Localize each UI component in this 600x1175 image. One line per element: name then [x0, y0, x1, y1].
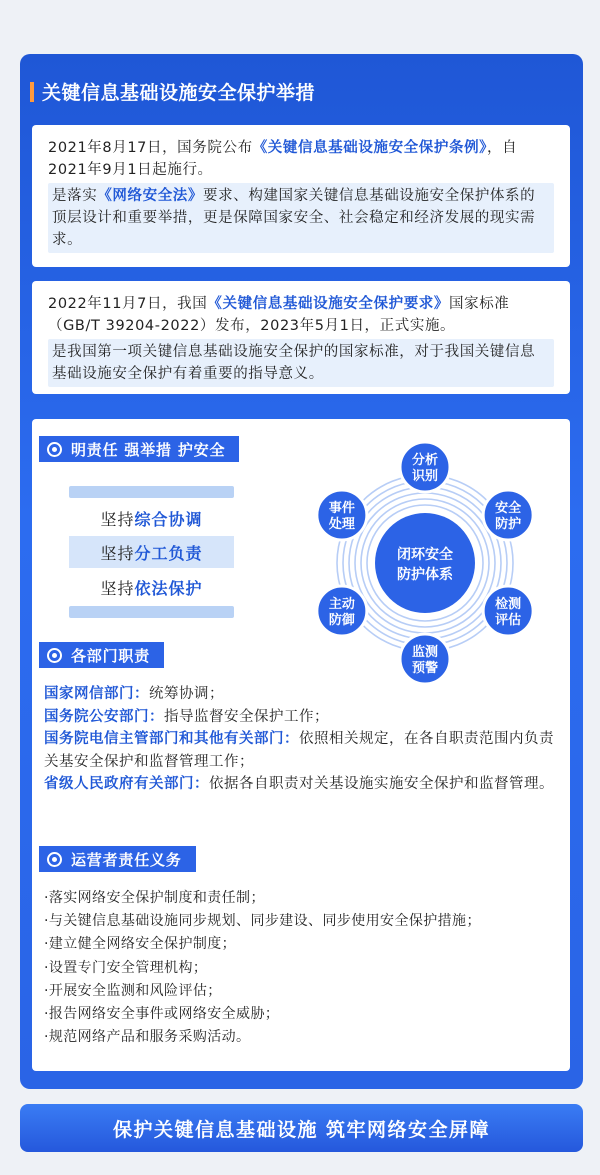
diagram-node [483, 490, 533, 540]
department-name: 省级人民政府有关部门： [44, 776, 209, 792]
node-label: 分析 [411, 453, 439, 468]
node-label: 预警 [411, 661, 439, 676]
node-label: 防护 [495, 517, 522, 532]
department-duty: 依据各自职责对关基设施实施安全保护和监督管理。 [209, 776, 554, 792]
node-label: 安全 [495, 501, 522, 516]
center-label: 闭环安全 [397, 547, 453, 563]
diagram-node [317, 586, 367, 636]
department-item [44, 728, 564, 773]
lead-text: ，自2021年9月1日起施行。 [48, 140, 518, 178]
node-label: 事件 [328, 501, 355, 516]
department-duty: 指导监督安全保护工作； [164, 708, 329, 725]
list-item: ·开展安全监测和风险评估； [44, 982, 222, 999]
principle-item [69, 571, 234, 603]
diagram-node [400, 442, 450, 492]
target-icon [47, 852, 62, 867]
node-label: 监测 [411, 645, 439, 660]
principle-item [69, 502, 234, 534]
section-header [30, 78, 315, 105]
highlight-text: 是落实 [52, 188, 98, 204]
lead-text: 国家标准（GB/T 39204-2022）发布，2023年5月1日，正式实施。 [48, 296, 510, 334]
diagram-node [400, 634, 450, 684]
center-circle [375, 513, 475, 613]
node-label: 处理 [328, 517, 355, 532]
principle-bar-bottom [69, 606, 234, 618]
diagram-node [317, 490, 367, 540]
law-name: 《网络安全法》 [97, 188, 204, 204]
list-item: ·规范网络产品和服务采购活动。 [44, 1029, 251, 1046]
list-item: ·建立健全网络安全保护制度； [44, 936, 237, 953]
page-title: 关键信息基础设施安全保护举措 [42, 82, 316, 104]
target-icon [47, 648, 62, 663]
list-item: ·落实网络安全保护制度和责任制； [44, 890, 265, 906]
principle-prefix: 坚持 [100, 578, 135, 598]
node-label: 评估 [495, 613, 522, 628]
lead-text: 2022年11月7日，我国 [48, 296, 208, 312]
highlight-text: 要求、构建国家关键信息基础设施安全保护体系的顶层设计和重要举措，更是保障国家安全、社会稳定和经济发展的现实需求。 [52, 188, 536, 248]
principle-bar-top [69, 486, 234, 498]
closed-loop-diagram [305, 440, 545, 686]
principle-item [69, 536, 234, 568]
center-label: 防护体系 [397, 567, 453, 583]
list-item: ·设置专门安全管理机构； [44, 959, 208, 976]
department-duty: 统筹协调； [149, 686, 224, 702]
section-tag-operators [39, 846, 196, 872]
regulation-name: 《关键信息基础设施安全保护条例》 [252, 140, 488, 156]
department-item [44, 683, 564, 706]
list-item: ·与关键信息基础设施同步规划、同步建设、同步使用安全保护措施； [44, 913, 481, 930]
principle-keyword: 分工负责 [134, 543, 203, 563]
section-title: 运营者责任义务 [71, 850, 182, 869]
department-name: 国务院电信主管部门和其他有关部门： [44, 731, 299, 747]
node-label: 防御 [328, 613, 355, 628]
card-highlight: 是我国第一项关键信息基础设施安全保护的国家标准，对于我国关键信息基础设施安全保护有着重要的指导意义。 [48, 339, 554, 387]
card-highlight [48, 183, 554, 253]
section-tag-responsibility [39, 436, 239, 462]
footer-banner [20, 1104, 583, 1152]
node-label: 主动 [328, 597, 355, 612]
node-label: 检测 [495, 597, 522, 612]
department-list [44, 683, 564, 796]
target-icon [47, 442, 62, 457]
department-item [44, 706, 564, 729]
department-item [44, 773, 564, 796]
section-title: 明责任 强举措 护安全 [71, 440, 226, 459]
diagram-node [483, 586, 533, 636]
node-label: 识别 [411, 469, 439, 484]
card-lead [48, 293, 554, 337]
accent-bar [30, 82, 34, 102]
section-tag-departments [39, 642, 164, 668]
standard-name: 《关键信息基础设施安全保护要求》 [207, 296, 449, 312]
principle-prefix: 坚持 [100, 543, 135, 563]
info-card-standard [32, 281, 570, 394]
department-duty: 依照相关规定，在各自职责范围内负责关基安全保护和监督管理工作； [44, 731, 554, 770]
footer-slogan: 保护关键信息基础设施 筑牢网络安全屏障 [112, 1118, 491, 1141]
info-card-regulation [32, 125, 570, 267]
list-item: ·报告网络安全事件或网络安全威胁； [44, 1006, 280, 1023]
lead-text: 2021年8月17日，国务院公布 [48, 140, 253, 156]
department-name: 国务院公安部门： [44, 708, 164, 725]
principle-prefix: 坚持 [100, 509, 135, 529]
card-lead [48, 137, 554, 181]
principle-keyword: 综合协调 [134, 509, 203, 529]
principle-keyword: 依法保护 [134, 578, 203, 598]
department-name: 国家网信部门： [44, 686, 149, 702]
operator-duty-list [44, 887, 564, 1049]
section-title: 各部门职责 [71, 646, 151, 665]
